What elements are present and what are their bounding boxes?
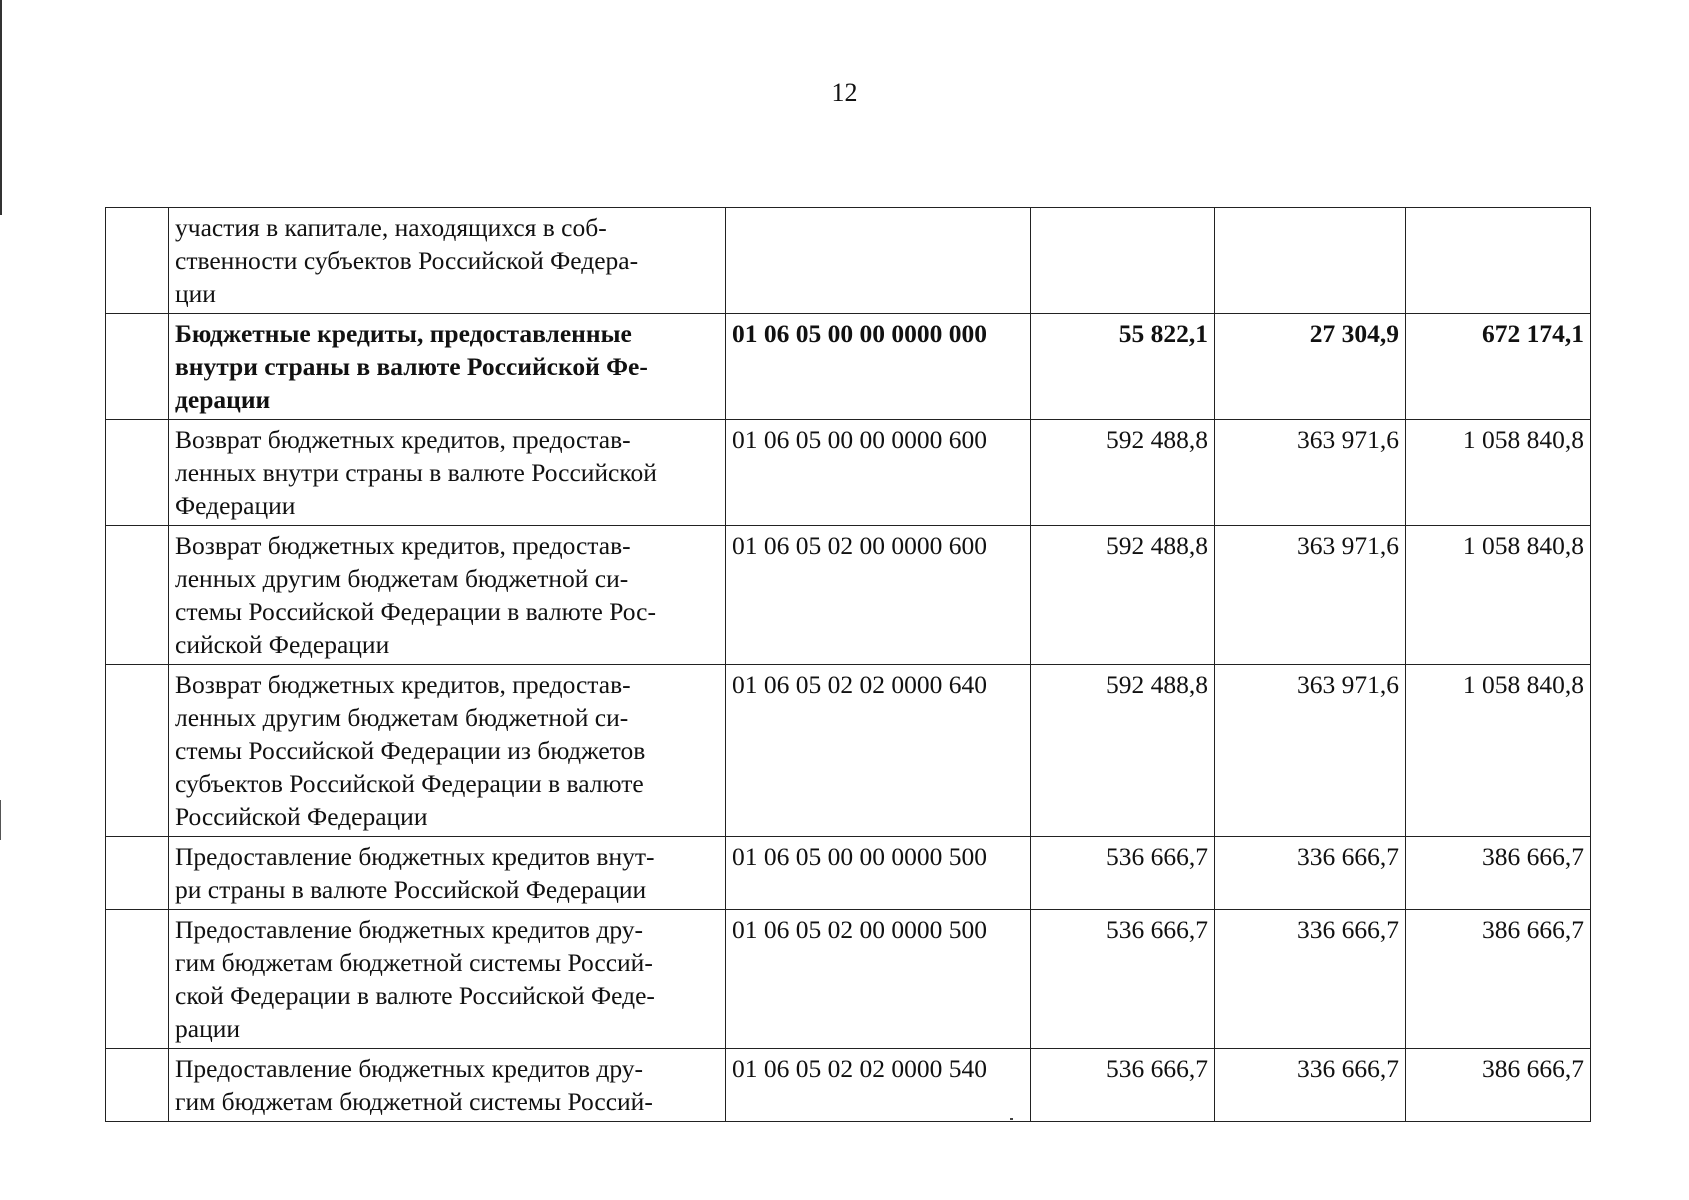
row-name-cell — [169, 314, 726, 420]
name-line: рации — [175, 1014, 241, 1043]
row-number-cell — [106, 208, 169, 314]
name-line: Возврат бюджетных кредитов, предостав- — [175, 670, 631, 699]
name-line: гим бюджетам бюджетной системы Россий- — [175, 948, 653, 977]
name-line: Предоставление бюджетных кредитов внут- — [175, 842, 655, 871]
row-name-cell — [169, 420, 726, 526]
row-value-3-cell — [1406, 208, 1591, 314]
row-value-3-cell: 386 666,7 — [1406, 1049, 1591, 1122]
table-row — [106, 420, 1591, 526]
name-line: ленных другим бюджетам бюджетной си- — [175, 703, 629, 732]
row-code-cell: 01 06 05 02 00 0000 500 — [726, 910, 1031, 1049]
name-line: ленных внутри страны в валюте Российской — [175, 458, 657, 487]
row-name-cell — [169, 837, 726, 910]
row-value-3-cell: 1 058 840,8 — [1406, 420, 1591, 526]
scan-speck — [1010, 1118, 1013, 1120]
table-row — [106, 837, 1591, 910]
name-line: ции — [175, 279, 216, 308]
table-body — [106, 208, 1591, 1122]
row-value-1-cell: 536 666,7 — [1031, 1049, 1215, 1122]
row-value-2-cell: 336 666,7 — [1215, 910, 1406, 1049]
row-number-cell — [106, 526, 169, 665]
row-number-cell — [106, 420, 169, 526]
name-line: Федерации — [175, 491, 296, 520]
row-number-cell — [106, 314, 169, 420]
name-line: внутри страны в валюте Российской Фе- — [175, 352, 648, 381]
row-number-cell — [106, 1049, 169, 1122]
name-line: сийской Федерации — [175, 630, 390, 659]
name-line: стемы Российской Федерации в валюте Рос- — [175, 597, 656, 626]
row-code-cell: 01 06 05 00 00 0000 500 — [726, 837, 1031, 910]
row-number-cell — [106, 910, 169, 1049]
row-code-cell: 01 06 05 00 00 0000 000 — [726, 314, 1031, 420]
row-code-cell: 01 06 05 00 00 0000 600 — [726, 420, 1031, 526]
name-line: Предоставление бюджетных кредитов дру- — [175, 1054, 644, 1083]
name-line: субъектов Российской Федерации в валюте — [175, 769, 644, 798]
row-value-1-cell: 536 666,7 — [1031, 837, 1215, 910]
row-value-2-cell: 336 666,7 — [1215, 837, 1406, 910]
row-number-cell — [106, 837, 169, 910]
row-value-1-cell: 592 488,8 — [1031, 665, 1215, 837]
row-value-2-cell: 27 304,9 — [1215, 314, 1406, 420]
table-row — [106, 910, 1591, 1049]
row-name-cell — [169, 910, 726, 1049]
table-row — [106, 665, 1591, 837]
row-value-1-cell: 592 488,8 — [1031, 420, 1215, 526]
name-line: Российской Федерации — [175, 802, 428, 831]
table-row — [106, 526, 1591, 665]
row-value-2-cell: 363 971,6 — [1215, 526, 1406, 665]
row-name-cell — [169, 526, 726, 665]
table-row — [106, 208, 1591, 314]
table-row — [106, 1049, 1591, 1122]
name-line: участия в капитале, находящихся в соб- — [175, 213, 607, 242]
row-code-cell: 01 06 05 02 02 0000 540 — [726, 1049, 1031, 1122]
row-value-2-cell: 363 971,6 — [1215, 420, 1406, 526]
row-value-3-cell: 386 666,7 — [1406, 837, 1591, 910]
row-value-3-cell: 672 174,1 — [1406, 314, 1591, 420]
table-row — [106, 314, 1591, 420]
row-value-3-cell: 386 666,7 — [1406, 910, 1591, 1049]
name-line: Возврат бюджетных кредитов, предостав- — [175, 531, 631, 560]
row-value-3-cell: 1 058 840,8 — [1406, 526, 1591, 665]
row-value-2-cell — [1215, 208, 1406, 314]
name-line: Бюджетные кредиты, предоставленные — [175, 319, 632, 348]
row-value-1-cell: 55 822,1 — [1031, 314, 1215, 420]
row-code-cell — [726, 208, 1031, 314]
name-line: гим бюджетам бюджетной системы Россий- — [175, 1087, 653, 1116]
row-name-cell — [169, 208, 726, 314]
row-value-2-cell: 336 666,7 — [1215, 1049, 1406, 1122]
row-value-1-cell — [1031, 208, 1215, 314]
row-number-cell — [106, 665, 169, 837]
row-value-2-cell: 363 971,6 — [1215, 665, 1406, 837]
row-name-cell — [169, 1049, 726, 1122]
name-line: Предоставление бюджетных кредитов дру- — [175, 915, 644, 944]
name-line: стемы Российской Федерации из бюджетов — [175, 736, 646, 765]
row-value-1-cell: 536 666,7 — [1031, 910, 1215, 1049]
page-number: 12 — [831, 78, 858, 107]
name-line: Возврат бюджетных кредитов, предостав- — [175, 425, 631, 454]
row-value-1-cell: 592 488,8 — [1031, 526, 1215, 665]
name-line: ской Федерации в валюте Российской Феде- — [175, 981, 655, 1010]
row-code-cell: 01 06 05 02 02 0000 640 — [726, 665, 1031, 837]
row-value-3-cell: 1 058 840,8 — [1406, 665, 1591, 837]
name-line: ленных другим бюджетам бюджетной си- — [175, 564, 629, 593]
name-line: дерации — [175, 385, 271, 414]
name-line: ри страны в валюте Российской Федерации — [175, 875, 647, 904]
budget-sources-table — [105, 207, 1591, 1122]
row-code-cell: 01 06 05 02 00 0000 600 — [726, 526, 1031, 665]
row-name-cell — [169, 665, 726, 837]
name-line: ственности субъектов Российской Федера- — [175, 246, 639, 275]
scan-edge-mark-lower — [0, 800, 1, 840]
